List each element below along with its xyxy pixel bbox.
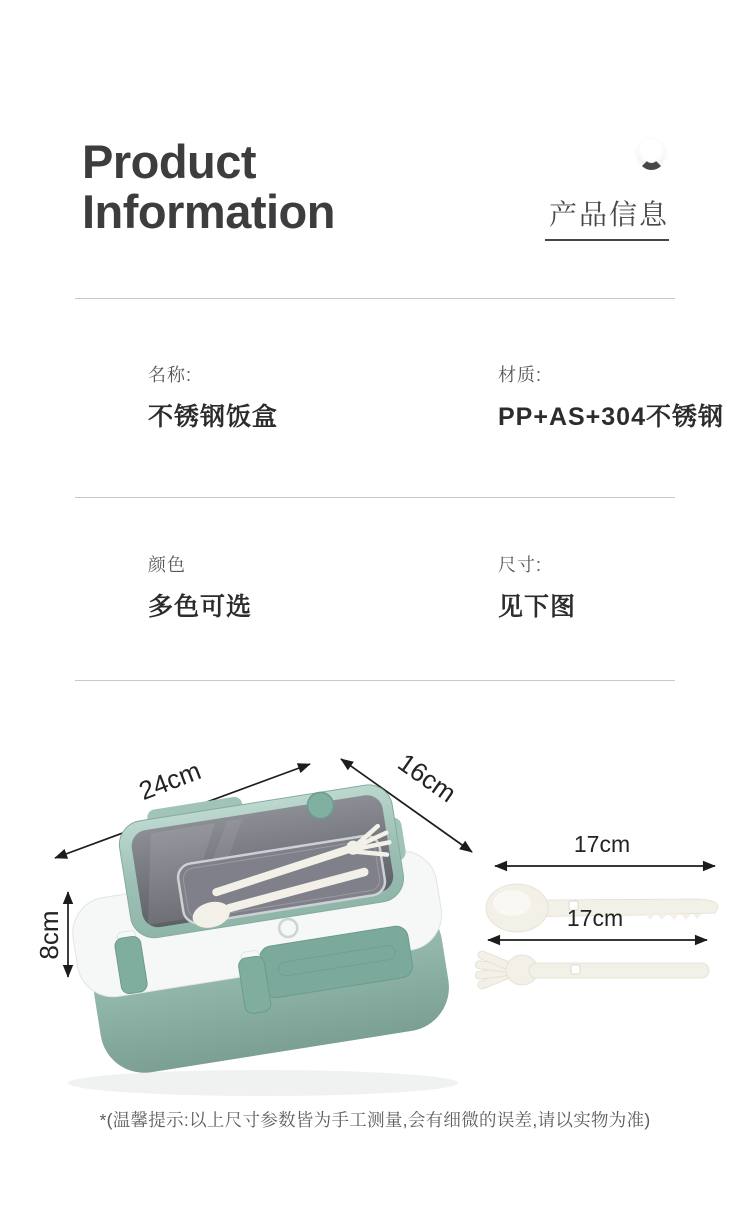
spec-label-color: 颜色 — [148, 555, 186, 575]
crescent-icon — [638, 143, 665, 170]
spoon-knife-serration — [645, 914, 701, 920]
spec-value-color: 多色可选 — [148, 593, 253, 621]
dim-label-width: 16cm — [392, 747, 462, 809]
spec-label-material: 材质: — [498, 365, 543, 385]
measurement-disclaimer: *(温馨提示:以上尺寸参数皆为手工测量,会有细微的误差,请以实物为准) — [99, 1110, 651, 1130]
subtitle-underline — [545, 239, 669, 241]
dim-label-spoon: 17cm — [573, 831, 631, 857]
spec-value-size: 见下图 — [498, 593, 577, 621]
fork-hole — [571, 965, 580, 974]
dim-label-length: 24cm — [134, 755, 205, 806]
divider — [75, 680, 675, 681]
dim-label-fork: 17cm — [566, 905, 624, 931]
divider — [75, 497, 675, 498]
dim-label-height: 8cm — [34, 910, 64, 960]
page-title-line1: Product — [82, 135, 257, 188]
page-title-line2: Information — [82, 185, 335, 238]
spoon-bowl-highlight — [493, 890, 531, 916]
subtitle-cn: 产品信息 — [548, 199, 669, 230]
fork-illustration — [475, 950, 709, 990]
page-title — [82, 137, 335, 237]
spec-label-name: 名称: — [148, 365, 193, 385]
cutlery-figure — [465, 820, 740, 1010]
fork-handle — [529, 963, 709, 978]
box-shadow — [68, 1070, 458, 1096]
spec-label-size: 尺寸: — [498, 555, 543, 575]
lunchbox-illustration — [55, 768, 459, 1081]
spec-value-material: PP+AS+304不锈钢 — [498, 403, 724, 431]
divider — [75, 298, 675, 299]
spec-value-name: 不锈钢饭盒 — [148, 403, 279, 431]
lunchbox-figure — [10, 745, 490, 1097]
